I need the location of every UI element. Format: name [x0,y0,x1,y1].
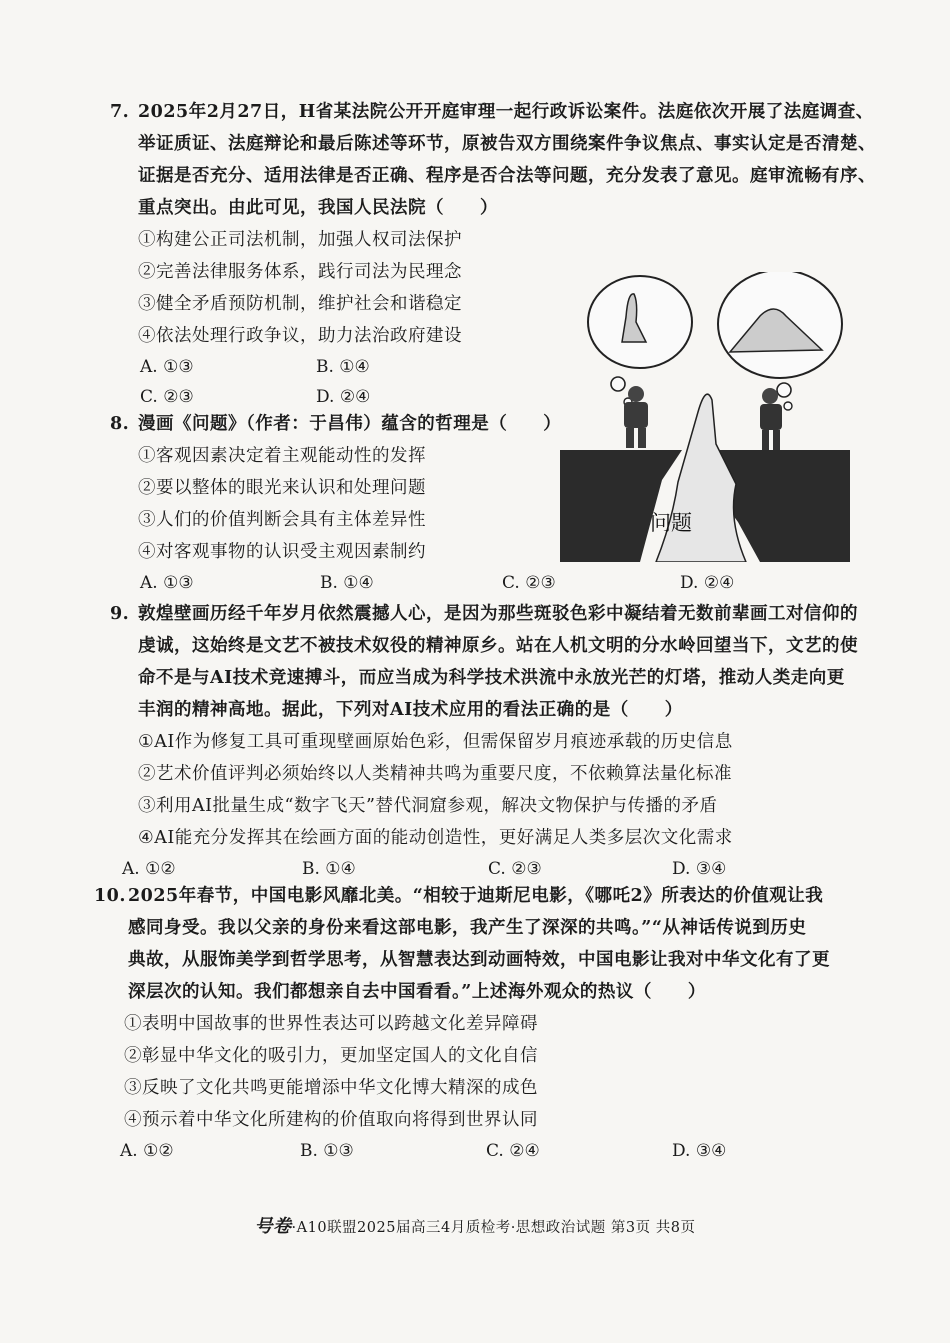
answer-choices [110,568,734,598]
question-stem: 漫画《问题》（作者：于昌伟）蕴含的哲理是（ ） [138,414,562,434]
question-10 [94,880,830,1166]
answer-choices [94,1136,830,1166]
option-2: ②完善法律服务体系，践行司法为民理念 [138,262,462,282]
question-number: 10. [94,886,126,906]
option-4: ④AI能充分发挥其在绘画方面的能动创造性，更好满足人类多层次文化需求 [138,828,733,848]
question-stem-line: 证据是否充分、适用法律是否正确、程序是否合法等问题，充分发表了意见。庭审流畅有序、 [138,166,876,186]
option-1: ①表明中国故事的世界性表达可以跨越文化差异障碍 [124,1014,538,1034]
option-1: ①AI作为修复工具可重现壁画原始色彩，但需保留岁月痕迹承载的历史信息 [138,732,733,752]
option-1: ①客观因素决定着主观能动性的发挥 [138,446,426,466]
question-stem-line: 重点突出。由此可见，我国人民法院（ ） [138,198,498,218]
option-3: ③利用AI批量生成“数字飞天”替代洞窟参观，解决文物保护与传播的矛盾 [138,796,718,816]
question-stem-line: 2025年春节，中国电影风靡北美。“相较于迪斯尼电影，《哪吒2》所表达的价值观让我 [128,886,824,906]
choice-b: B. ①④ [320,573,374,593]
choice-d: D. ③④ [672,1141,727,1161]
question-stem-line: 敦煌壁画历经千年岁月依然震撼人心，是因为那些斑驳色彩中凝结着无数前辈画工对信仰的 [138,604,858,624]
option-3: ③人们的价值判断会具有主体差异性 [138,510,426,530]
choice-b: B. ①④ [316,357,370,377]
option-1: ①构建公正司法机制，加强人权司法保护 [138,230,462,250]
option-4: ④预示着中华文化所建构的价值取向将得到世界认同 [124,1110,538,1130]
option-2: ②要以整体的眼光来认识和处理问题 [138,478,426,498]
choice-c: C. ②③ [502,573,556,593]
question-stem-line: 2025年2月27日，H省某法院公开开庭审理一起行政诉讼案件。法庭依次开展了法庭调查、 [138,102,874,122]
cartoon-label: 问题 [650,511,692,535]
question-stem-line: 深层次的认知。我们都想亲自去中国看看。”上述海外观众的热议（ ） [128,982,706,1002]
option-4: ④依法处理行政争议，助力法治政府建设 [138,326,462,346]
choice-d: D. ③④ [672,859,727,879]
cartoon-image [560,272,850,562]
question-stem-line: 举证质证、法庭辩论和最后陈述等环节，原被告双方围绕案件争议焦点、事实认定是否清楚、 [138,134,876,154]
page-footer [0,1212,950,1238]
person-left [624,386,648,448]
question-9 [110,598,858,884]
question-number: 8. [110,414,130,434]
question-stem-line: 命不是与AI技术竞速搏斗，而应当成为科学技术洪流中永放光芒的灯塔，推动人类走向更 [138,668,845,688]
exam-logo: 号卷 [254,1216,292,1237]
question-stem-line: 感同身受。我以父亲的身份来看这部电影，我产生了深深的共鸣。”“从神话传说到历史 [128,918,807,938]
person-right [760,388,782,450]
option-4: ④对客观事物的认识受主观因素制约 [138,542,426,562]
choice-a: A. ①② [120,1141,174,1161]
question-number: 9. [110,604,130,624]
choice-a: A. ①② [122,859,176,879]
option-3: ③反映了文化共鸣更能增添中华文化博大精深的成色 [124,1078,538,1098]
footer-text: ·A10联盟2025届高三4月质检考·思想政治试题 第3页 共8页 [291,1220,696,1236]
option-3: ③健全矛盾预防机制，维护社会和谐稳定 [138,294,462,314]
choice-c: C. ②③ [488,859,542,879]
choice-b: B. ①③ [300,1141,354,1161]
question-stem-line: 典故，从服饰美学到哲学思考，从智慧表达到动画特效，中国电影让我对中华文化有了更 [128,950,830,970]
choice-a: A. ①③ [140,573,194,593]
choice-c: C. ②③ [140,387,194,407]
question-stem-line: 虔诚，这始终是文艺不被技术奴役的精神原乡。站在人机文明的分水岭回望当下，文艺的使 [138,636,858,656]
choice-d: D. ②④ [680,573,735,593]
choice-a: A. ①③ [140,357,194,377]
thought-bubble-left [588,276,692,368]
choice-d: D. ②④ [316,387,371,407]
problem-spire [656,394,746,562]
choice-c: C. ②④ [486,1141,540,1161]
question-number: 7. [110,102,130,122]
question-stem-line: 丰润的精神高地。据此，下列对AI技术应用的看法正确的是（ ） [138,700,683,720]
option-2: ②彰显中华文化的吸引力，更加坚定国人的文化自信 [124,1046,538,1066]
choice-b: B. ①④ [302,859,356,879]
option-2: ②艺术价值评判必须始终以人类精神共鸣为重要尺度，不依赖算法量化标准 [138,764,732,784]
